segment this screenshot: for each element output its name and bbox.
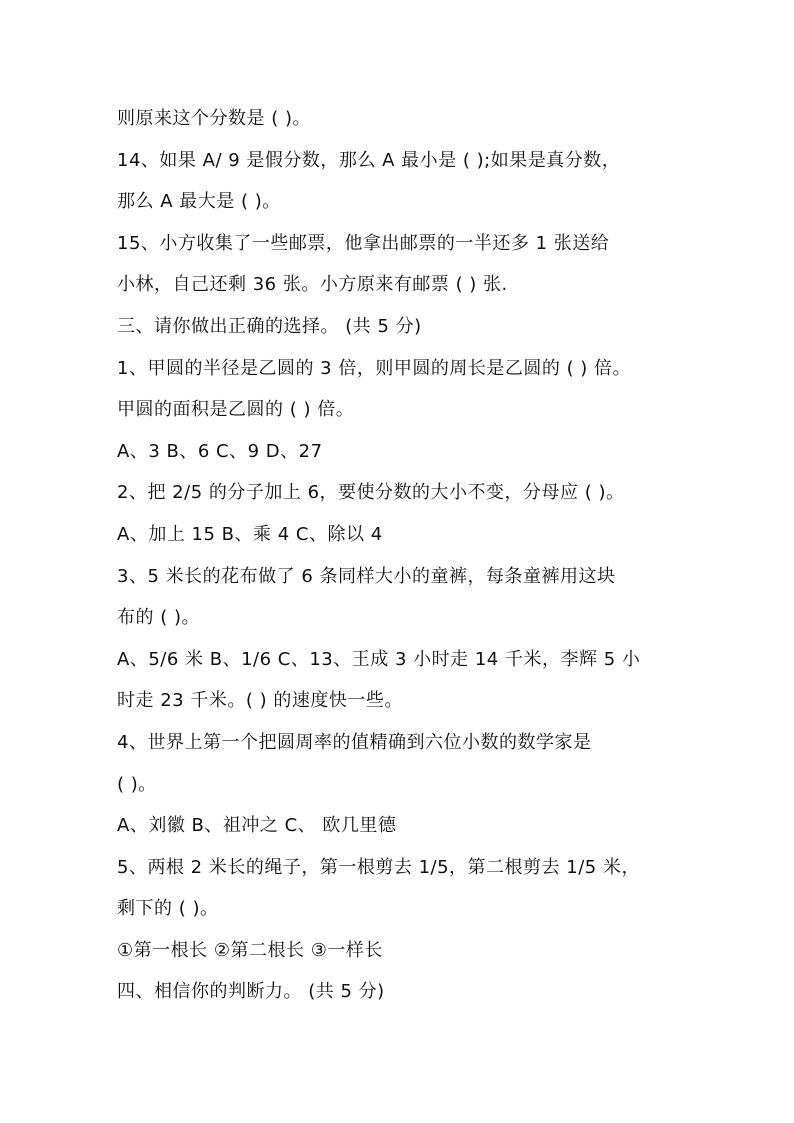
text-line: 时走 23 千米。( ) 的速度快一些。 bbox=[117, 690, 403, 712]
answer-options: ①第一根长 ②第二根长 ③一样长 bbox=[117, 939, 383, 961]
text-line: 则原来这个分数是 ( )。 bbox=[117, 108, 311, 129]
section-heading: 三、请你做出正确的选择。 (共 5 分) bbox=[117, 315, 422, 337]
text-line: 布的 ( )。 bbox=[117, 607, 200, 629]
text-line: 那么 A 最大是 ( )。 bbox=[117, 191, 281, 213]
answer-options: A、3 B、6 C、9 D、27 bbox=[117, 440, 323, 462]
text-line: 1、甲圆的半径是乙圆的 3 倍，则甲圆的周长是乙圆的 ( ) 倍。 bbox=[117, 357, 632, 379]
text-line: 2、把 2/5 的分子加上 6，要使分数的大小不变，分母应 ( )。 bbox=[117, 482, 625, 504]
text-line: 15、小方收集了一些邮票，他拿出邮票的一半还多 1 张送给 bbox=[117, 232, 610, 254]
section-heading: 四、相信你的判断力。 (共 5 分) bbox=[117, 981, 385, 1003]
answer-options: A、加上 15 B、乘 4 C、除以 4 bbox=[117, 523, 383, 545]
answer-options: A、刘徽 B、祖冲之 C、 欧几里德 bbox=[117, 815, 397, 837]
text-line: 4、世界上第一个把圆周率的值精确到六位小数的数学家是 bbox=[117, 731, 592, 753]
text-line: 14、如果 A/ 9 是假分数，那么 A 最小是 ( );如果是真分数， bbox=[117, 149, 621, 171]
text-line: ( )。 bbox=[117, 773, 157, 795]
text-line: 甲圆的面积是乙圆的 ( ) 倍。 bbox=[117, 399, 355, 421]
text-line: 剩下的 ( )。 bbox=[117, 898, 219, 920]
text-line: 3、5 米长的花布做了 6 条同样大小的童裤，每条童裤用这块 bbox=[117, 565, 616, 587]
answer-options: A、5/6 米 B、1/6 C、13、王成 3 小时走 14 千米，李辉 5 小 bbox=[117, 648, 641, 670]
text-line: 5、两根 2 米长的绳子，第一根剪去 1/5，第二根剪去 1/5 米， bbox=[117, 856, 640, 878]
text-line: 小林，自己还剩 36 张。小方原来有邮票 ( ) 张. bbox=[117, 274, 508, 296]
document-body bbox=[117, 98, 717, 1013]
